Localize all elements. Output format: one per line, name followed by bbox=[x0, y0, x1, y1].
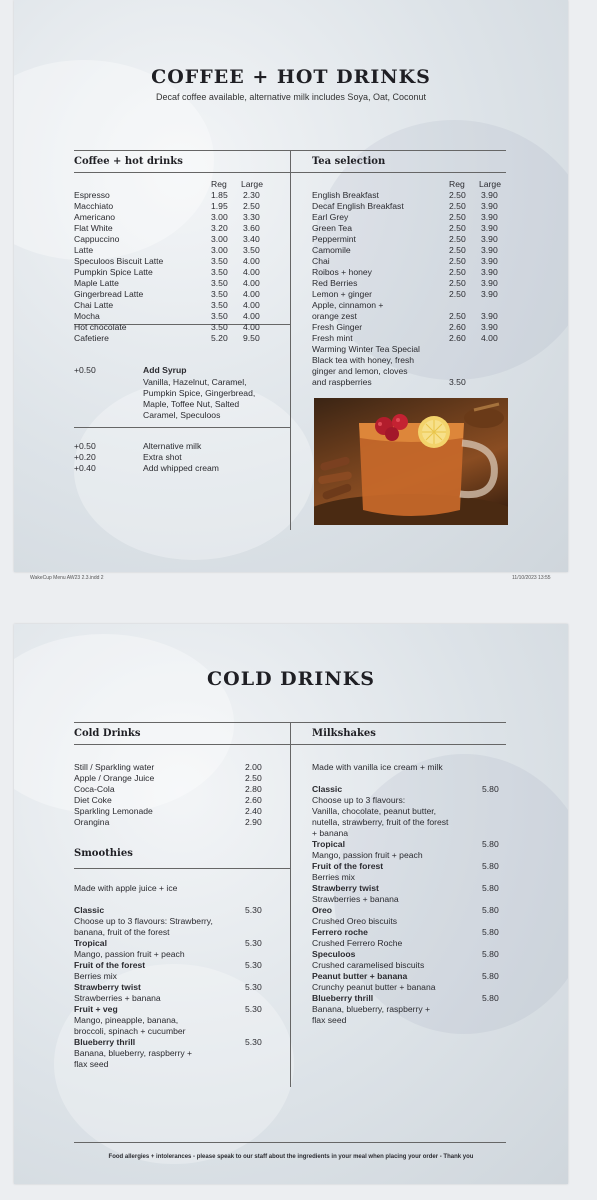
price-reg: 3.50 bbox=[211, 322, 228, 332]
menu-item-name: Orangina bbox=[74, 817, 110, 827]
extra-price: +0.50 bbox=[74, 441, 96, 451]
smoothie-description: Mango, pineapple, banana, bbox=[74, 1015, 179, 1025]
milkshake-description: Crushed caramelised biscuits bbox=[312, 960, 425, 970]
price-reg: 3.50 bbox=[211, 300, 228, 310]
price-reg: 2.50 bbox=[449, 267, 466, 277]
tea-reg-prices bbox=[449, 190, 466, 388]
price-large: 3.90 bbox=[481, 201, 498, 211]
menu-item-name: Coca-Cola bbox=[74, 784, 115, 794]
menu-item-name: Cappuccino bbox=[74, 234, 120, 244]
price-large: 3.90 bbox=[481, 311, 498, 321]
price-large: 3.30 bbox=[243, 212, 260, 222]
price-reg bbox=[449, 344, 466, 355]
price-reg: 2.60 bbox=[449, 322, 466, 332]
milkshake-price: 5.80 bbox=[482, 839, 499, 849]
price: 2.90 bbox=[245, 817, 262, 827]
milkshake-name: Fruit of the forest bbox=[312, 861, 384, 871]
extra-label: Add whipped cream bbox=[143, 463, 219, 473]
coffee-large-prices bbox=[243, 190, 260, 344]
price-large: 3.90 bbox=[481, 322, 498, 332]
divider bbox=[74, 427, 290, 428]
menu-item-name: Gingerbread Latte bbox=[74, 289, 144, 299]
price-reg: 2.50 bbox=[449, 278, 466, 288]
price-large: 4.00 bbox=[243, 311, 260, 321]
price: 2.80 bbox=[245, 784, 262, 794]
milkshake-name: Tropical bbox=[312, 839, 345, 849]
price-large: 3.90 bbox=[481, 245, 498, 255]
price-reg: 2.50 bbox=[449, 311, 466, 321]
smoothie-name: Fruit + veg bbox=[74, 1004, 118, 1014]
syrup-flavour-line: Pumpkin Spice, Gingerbread, bbox=[143, 388, 256, 398]
price-large: 3.90 bbox=[481, 278, 498, 288]
page-title: COLD DRINKS bbox=[207, 668, 375, 690]
column-header-reg: Reg bbox=[449, 179, 465, 189]
page-subtitle: Decaf coffee available, alternative milk includes Soya, Oat, Coconut bbox=[156, 92, 426, 102]
price-large: 3.90 bbox=[481, 223, 498, 233]
tea-names bbox=[312, 190, 420, 388]
milkshake-description: nutella, strawberry, fruit of the forest bbox=[312, 817, 449, 827]
menu-item-name: Red Berries bbox=[312, 278, 358, 288]
price-large: 4.00 bbox=[243, 267, 260, 277]
syrup-flavour-line: Vanilla, Hazelnut, Caramel, bbox=[143, 377, 247, 387]
column-header-large: Large bbox=[241, 179, 263, 189]
price-large bbox=[481, 344, 498, 355]
section-heading-smoothies: Smoothies bbox=[74, 848, 133, 859]
smoothies-intro: Made with apple juice + ice bbox=[74, 883, 178, 893]
milkshake-description: Berries mix bbox=[312, 872, 355, 882]
milkshake-description: Crushed Oreo biscuits bbox=[312, 916, 398, 926]
price-large: 3.90 bbox=[481, 267, 498, 277]
smoothie-name: Tropical bbox=[74, 938, 107, 948]
menu-item-name: Fresh Ginger bbox=[312, 322, 363, 332]
price-large: 2.30 bbox=[243, 190, 260, 200]
smoothie-price: 5.30 bbox=[245, 1037, 262, 1047]
milkshake-price: 5.80 bbox=[482, 993, 499, 1003]
price-reg: 3.00 bbox=[211, 245, 228, 255]
syrup-label: Add Syrup bbox=[143, 365, 187, 375]
price-reg bbox=[449, 300, 466, 311]
price: 2.50 bbox=[245, 773, 262, 783]
page-title: COFFEE + HOT DRINKS bbox=[151, 66, 431, 88]
smoothie-price: 5.30 bbox=[245, 1004, 262, 1014]
menu-item-name: Black tea with honey, fresh bbox=[312, 355, 415, 365]
price-reg: 1.95 bbox=[211, 201, 228, 211]
tea-large-prices bbox=[481, 190, 498, 388]
menu-item-name: Peppermint bbox=[312, 234, 356, 244]
milkshake-price: 5.80 bbox=[482, 905, 499, 915]
price-large: 2.50 bbox=[243, 201, 260, 211]
menu-item-name: Green Tea bbox=[312, 223, 352, 233]
price-large: 4.00 bbox=[243, 278, 260, 288]
menu-item-name: Maple Latte bbox=[74, 278, 119, 288]
price-reg: 3.50 bbox=[211, 267, 228, 277]
divider bbox=[290, 744, 506, 745]
price-reg: 3.50 bbox=[211, 289, 228, 299]
milkshake-name: Peanut butter + banana bbox=[312, 971, 408, 981]
milkshake-name: Blueberry thrill bbox=[312, 993, 374, 1003]
milkshake-description: Strawberries + banana bbox=[312, 894, 399, 904]
price-reg: 3.00 bbox=[211, 234, 228, 244]
divider bbox=[74, 744, 290, 745]
cold-drink-names bbox=[74, 762, 154, 828]
milkshake-price: 5.80 bbox=[482, 927, 499, 937]
extra-label: Extra shot bbox=[143, 452, 182, 462]
menu-item-name: Lemon + ginger bbox=[312, 289, 372, 299]
menu-page-hot-drinks bbox=[14, 0, 568, 572]
menu-item-name: ginger and lemon, cloves bbox=[312, 366, 408, 376]
menu-item-name: Cafetiere bbox=[74, 333, 109, 343]
price-large bbox=[481, 366, 498, 377]
smoothie-name: Fruit of the forest bbox=[74, 960, 146, 970]
milkshake-description: Crunchy peanut butter + banana bbox=[312, 982, 436, 992]
column-header-large: Large bbox=[479, 179, 501, 189]
price-reg: 2.50 bbox=[449, 212, 466, 222]
price-large: 3.50 bbox=[243, 245, 260, 255]
menu-item-name: Speculoos Biscuit Latte bbox=[74, 256, 164, 266]
smoothie-description: Mango, passion fruit + peach bbox=[74, 949, 185, 959]
coffee-reg-prices bbox=[211, 190, 228, 344]
menu-item-name: Flat White bbox=[74, 223, 113, 233]
section-heading-milkshakes: Milkshakes bbox=[312, 728, 376, 739]
section-heading-cold-drinks: Cold Drinks bbox=[74, 728, 141, 739]
extras-prices bbox=[74, 441, 96, 474]
price-reg: 3.50 bbox=[211, 256, 228, 266]
extra-price: +0.20 bbox=[74, 452, 96, 462]
price-large bbox=[481, 300, 498, 311]
print-meta-date: 11/10/2023 13:55 bbox=[512, 575, 551, 581]
syrup-flavour-line: Caramel, Speculoos bbox=[143, 410, 221, 420]
milkshake-description: Vanilla, chocolate, peanut butter, bbox=[312, 806, 437, 816]
smoothie-price: 5.30 bbox=[245, 960, 262, 970]
menu-item-name: Warming Winter Tea Special bbox=[312, 344, 420, 354]
milkshakes-intro: Made with vanilla ice cream + milk bbox=[312, 762, 443, 772]
section-heading-tea: Tea selection bbox=[312, 156, 386, 167]
menu-item-name: Hot chocolate bbox=[74, 322, 127, 332]
milkshake-price: 5.80 bbox=[482, 949, 499, 959]
milkshake-description: Choose up to 3 flavours: bbox=[312, 795, 406, 805]
divider bbox=[74, 1142, 506, 1143]
divider bbox=[290, 172, 506, 173]
price-large: 4.00 bbox=[243, 289, 260, 299]
milkshake-description: Mango, passion fruit + peach bbox=[312, 850, 423, 860]
syrup-flavour-line: Maple, Toffee Nut, Salted bbox=[143, 399, 240, 409]
column-header-reg: Reg bbox=[211, 179, 227, 189]
price-reg: 1.85 bbox=[211, 190, 228, 200]
smoothies-list bbox=[74, 905, 213, 1070]
milkshake-description: Crushed Ferrero Roche bbox=[312, 938, 403, 948]
price-large: 3.90 bbox=[481, 256, 498, 266]
extra-price: +0.40 bbox=[74, 463, 96, 473]
price-reg: 2.50 bbox=[449, 201, 466, 211]
milkshake-name: Speculoos bbox=[312, 949, 356, 959]
price: 2.40 bbox=[245, 806, 262, 816]
smoothie-description: Choose up to 3 flavours: Strawberry, bbox=[74, 916, 213, 926]
syrup-price: +0.50 bbox=[74, 365, 96, 375]
price-reg: 2.50 bbox=[449, 256, 466, 266]
smoothie-name: Classic bbox=[74, 905, 105, 915]
milkshake-description: Banana, blueberry, raspberry + bbox=[312, 1004, 431, 1014]
menu-item-name: Latte bbox=[74, 245, 94, 255]
milkshake-description: flax seed bbox=[312, 1015, 347, 1025]
milkshake-name: Ferrero roche bbox=[312, 927, 368, 937]
menu-item-name: Chai bbox=[312, 256, 330, 266]
coffee-names bbox=[74, 190, 163, 344]
price-large: 3.60 bbox=[243, 223, 260, 233]
section-heading-coffee: Coffee + hot drinks bbox=[74, 156, 183, 167]
menu-item-name: Earl Grey bbox=[312, 212, 349, 222]
menu-item-name: Roibos + honey bbox=[312, 267, 372, 277]
divider bbox=[74, 868, 290, 869]
menu-item-name: Espresso bbox=[74, 190, 110, 200]
price-large: 4.00 bbox=[243, 256, 260, 266]
column-divider bbox=[290, 150, 291, 530]
price-reg: 2.50 bbox=[449, 223, 466, 233]
menu-item-name: Decaf English Breakfast bbox=[312, 201, 404, 211]
price-reg: 3.00 bbox=[211, 212, 228, 222]
smoothie-description: Banana, blueberry, raspberry + bbox=[74, 1048, 193, 1058]
price-large bbox=[481, 355, 498, 366]
tea-cup-illustration bbox=[314, 398, 508, 525]
milkshake-price: 5.80 bbox=[482, 784, 499, 794]
menu-item-name: Apple, cinnamon + bbox=[312, 300, 384, 310]
price-large: 3.90 bbox=[481, 212, 498, 222]
milkshakes-list bbox=[312, 784, 448, 1026]
price-large: 3.90 bbox=[481, 190, 498, 200]
smoothie-description: flax seed bbox=[74, 1059, 109, 1069]
price-reg: 2.50 bbox=[449, 289, 466, 299]
price-reg: 3.20 bbox=[211, 223, 228, 233]
price-large: 9.50 bbox=[243, 333, 260, 343]
smoothie-price: 5.30 bbox=[245, 982, 262, 992]
milkshake-price: 5.80 bbox=[482, 883, 499, 893]
price-large: 3.90 bbox=[481, 234, 498, 244]
price-large: 4.00 bbox=[481, 333, 498, 343]
price-large: 3.90 bbox=[481, 289, 498, 299]
smoothie-description: Strawberries + banana bbox=[74, 993, 161, 1003]
menu-item-name: Mocha bbox=[74, 311, 100, 321]
menu-item-name: Camomile bbox=[312, 245, 351, 255]
menu-item-name: Fresh mint bbox=[312, 333, 353, 343]
price-large: 4.00 bbox=[243, 300, 260, 310]
milkshake-name: Strawberry twist bbox=[312, 883, 379, 893]
price-large: 3.40 bbox=[243, 234, 260, 244]
smoothie-name: Blueberry thrill bbox=[74, 1037, 136, 1047]
extra-label: Alternative milk bbox=[143, 441, 202, 451]
column-divider bbox=[290, 722, 291, 1087]
menu-item-name: Apple / Orange Juice bbox=[74, 773, 155, 783]
menu-item-name: Pumpkin Spice Latte bbox=[74, 267, 153, 277]
price: 2.00 bbox=[245, 762, 262, 772]
smoothie-description: broccoli, spinach + cucumber bbox=[74, 1026, 186, 1036]
menu-item-name: Americano bbox=[74, 212, 116, 222]
cold-drink-prices bbox=[245, 762, 262, 828]
smoothie-description: Berries mix bbox=[74, 971, 117, 981]
smoothie-name: Strawberry twist bbox=[74, 982, 141, 992]
menu-item-name: Chai Latte bbox=[74, 300, 114, 310]
syrup-flavours bbox=[143, 377, 255, 421]
price-reg bbox=[449, 355, 466, 366]
price-reg: 2.60 bbox=[449, 333, 466, 343]
menu-item-name: Still / Sparkling water bbox=[74, 762, 155, 772]
milkshake-description: + banana bbox=[312, 828, 349, 838]
price-reg: 5.20 bbox=[211, 333, 228, 343]
menu-item-name: English Breakfast bbox=[312, 190, 379, 200]
smoothie-description: banana, fruit of the forest bbox=[74, 927, 170, 937]
price-reg: 3.50 bbox=[211, 311, 228, 321]
price-reg: 2.50 bbox=[449, 245, 466, 255]
price-reg bbox=[449, 366, 466, 377]
smoothie-price: 5.30 bbox=[245, 905, 262, 915]
price-reg: 3.50 bbox=[449, 377, 466, 387]
menu-item-name: and raspberries bbox=[312, 377, 372, 387]
price-reg: 2.50 bbox=[449, 190, 466, 200]
tea-photo bbox=[314, 398, 508, 525]
price-reg: 3.50 bbox=[211, 278, 228, 288]
price-large: 4.00 bbox=[243, 322, 260, 332]
menu-item-name: Diet Coke bbox=[74, 795, 112, 805]
price-reg: 2.50 bbox=[449, 234, 466, 244]
milkshake-price: 5.80 bbox=[482, 971, 499, 981]
menu-item-name: Sparkling Lemonade bbox=[74, 806, 153, 816]
allergy-notice: Food allergies + intolerances - please speak to our staff about the ingredients in your meal when placing your order - Thank you bbox=[108, 1154, 474, 1160]
milkshake-name: Classic bbox=[312, 784, 343, 794]
menu-item-name: orange zest bbox=[312, 311, 357, 321]
milkshake-name: Oreo bbox=[312, 905, 333, 915]
extras-labels bbox=[143, 441, 219, 474]
price-large bbox=[481, 377, 498, 388]
milkshake-price: 5.80 bbox=[482, 861, 499, 871]
menu-page-cold-drinks bbox=[14, 624, 568, 1184]
smoothie-price: 5.30 bbox=[245, 938, 262, 948]
print-meta-file: WakeCup Menu AW23 2.3.indd 2 bbox=[30, 575, 104, 581]
menu-item-name: Macchiato bbox=[74, 201, 114, 211]
divider bbox=[74, 172, 290, 173]
price: 2.60 bbox=[245, 795, 262, 805]
